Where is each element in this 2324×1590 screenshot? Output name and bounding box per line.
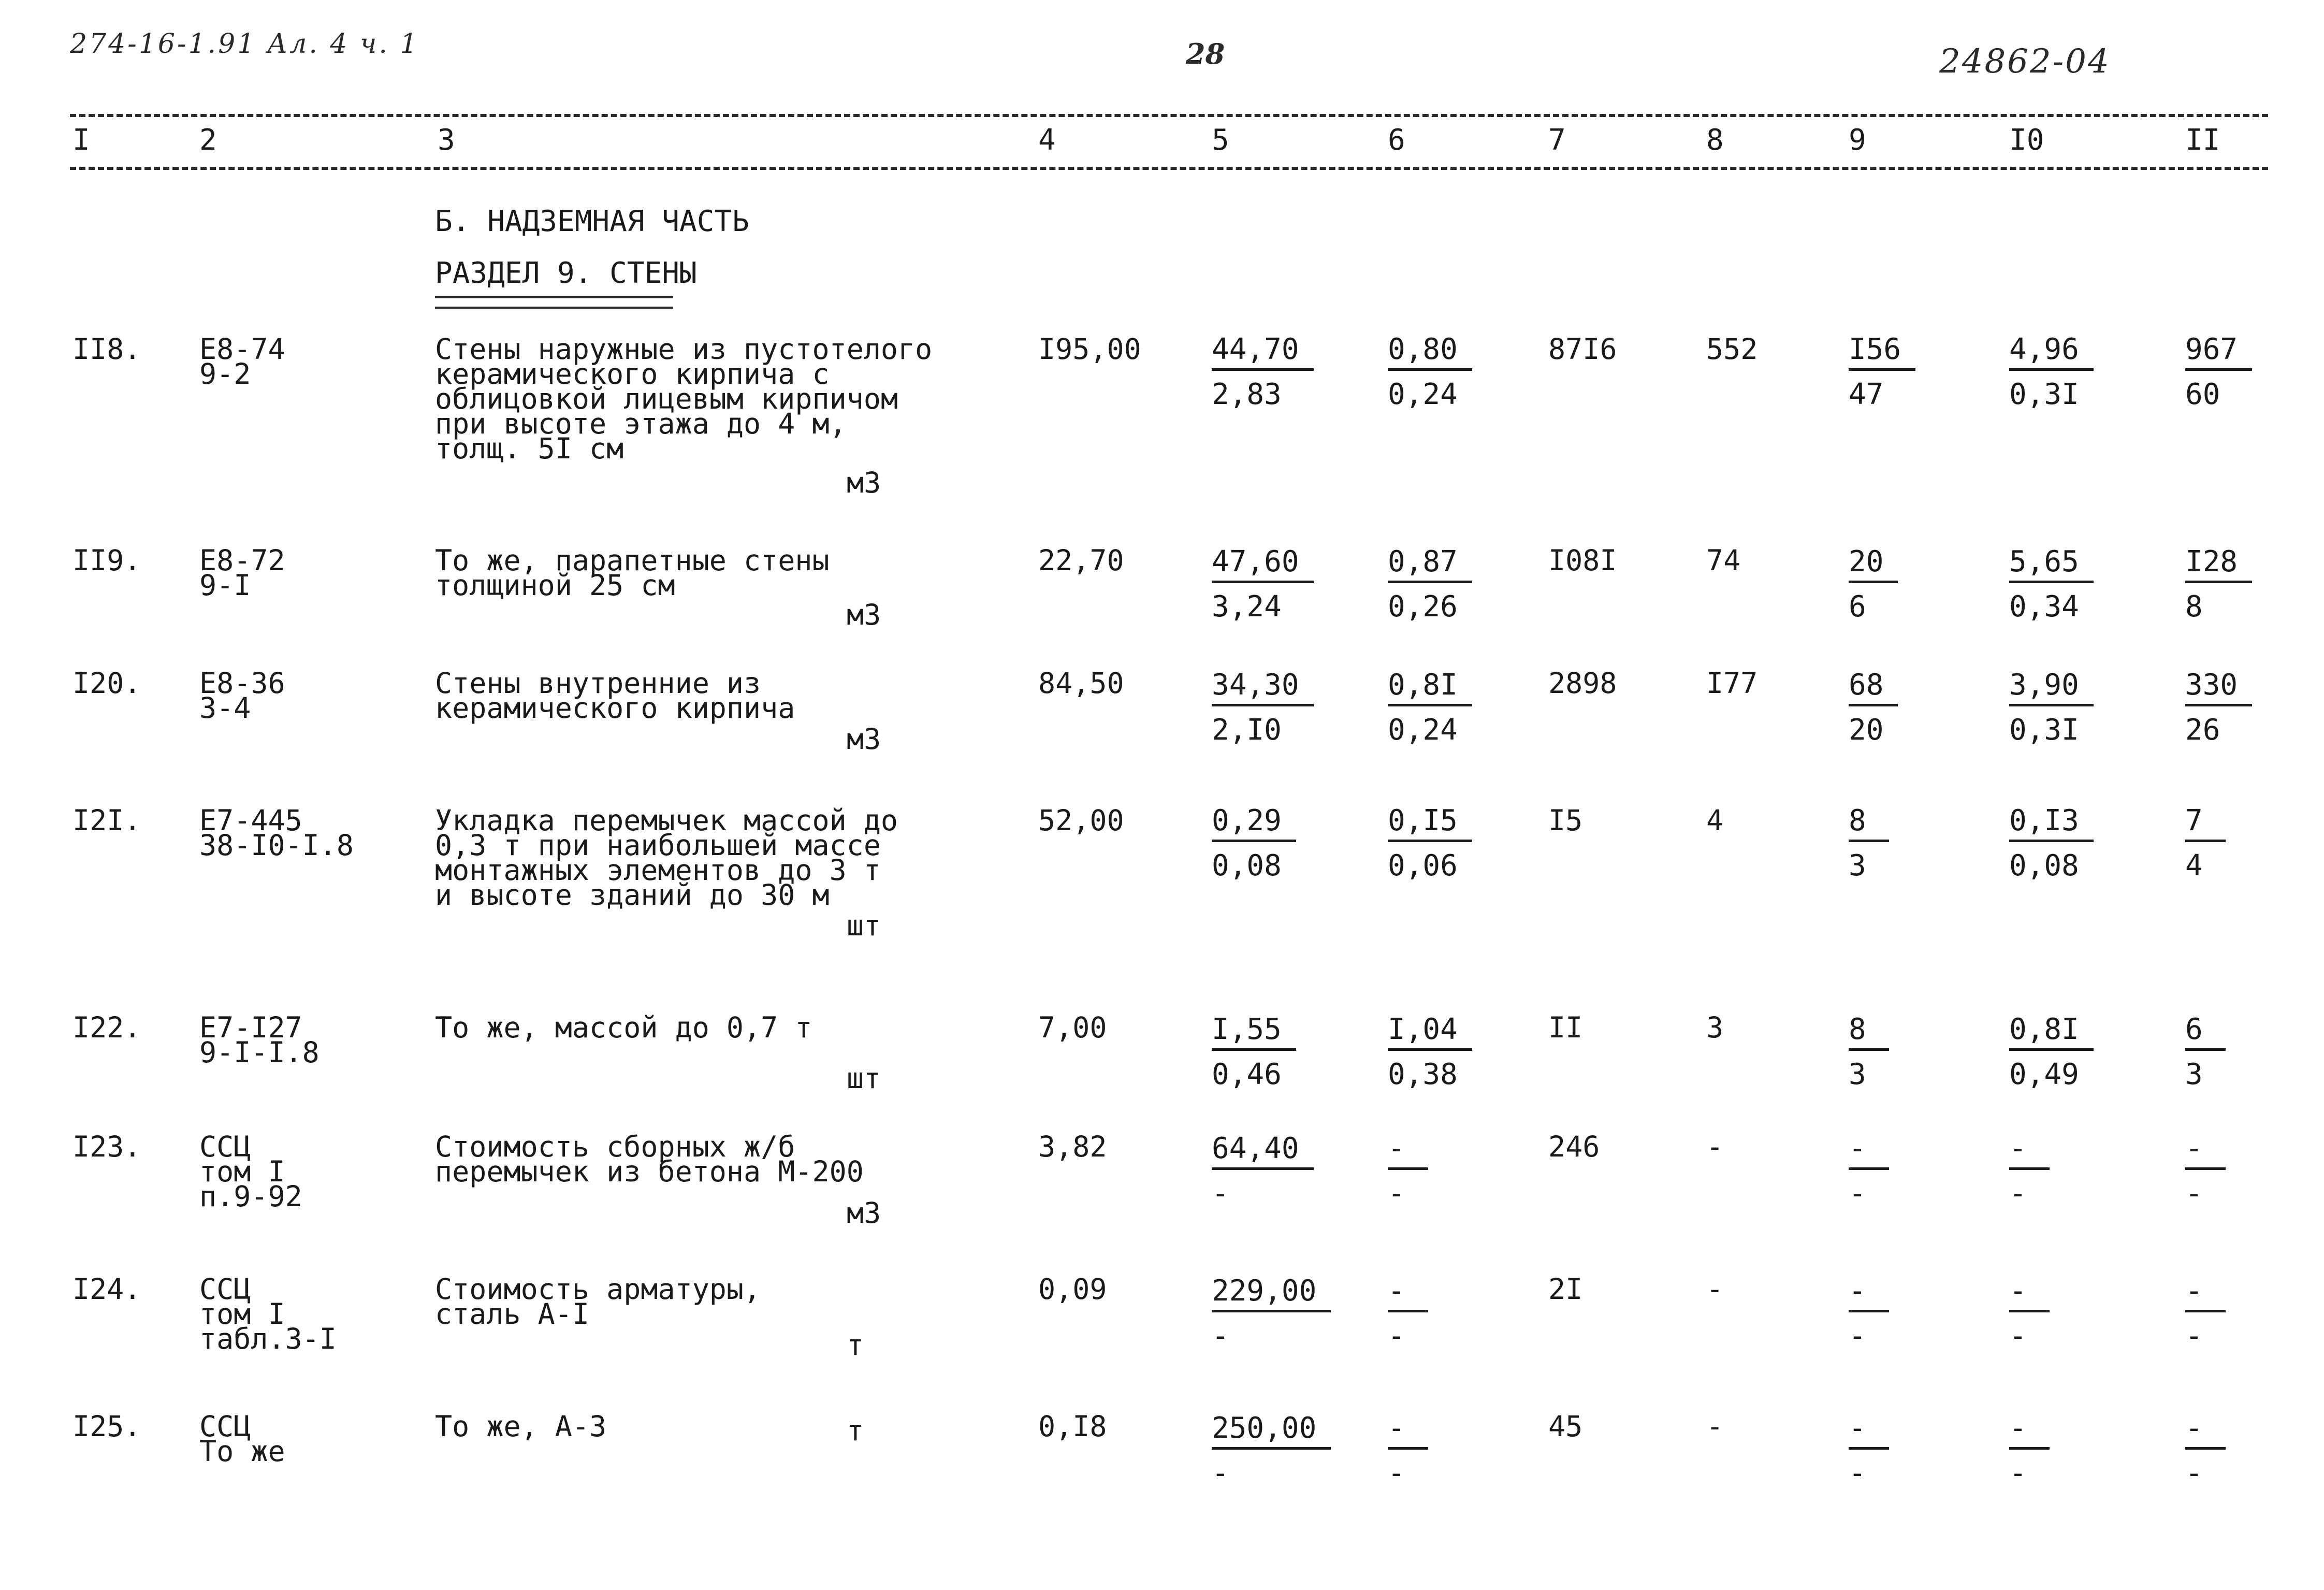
total-machine-fraction <box>1849 546 1898 623</box>
unit-cost-fraction <box>1212 1276 1331 1352</box>
header-dashed-line-bottom <box>70 167 2268 170</box>
norm-code: ССЦ То же <box>199 1410 285 1468</box>
total-machine: - <box>1849 1413 1889 1450</box>
unit-cost-fraction <box>1212 1133 1314 1209</box>
page-number: 28 <box>1186 37 1225 70</box>
total-machine-wages: 47 <box>1849 378 1884 411</box>
norm-code: Е7-I27 9-I-I.8 <box>199 1011 319 1069</box>
column-number-8: 8 <box>1706 123 1724 157</box>
labor-total: 7 <box>2185 805 2226 842</box>
total-cost: 2I <box>1548 1273 1583 1306</box>
total-machine-wages: 3 <box>1849 849 1866 883</box>
machine-wages: 0,06 <box>1388 849 1458 883</box>
labor-total: 330 <box>2185 670 2252 706</box>
labor-total-machinists: 3 <box>2185 1058 2203 1091</box>
unit-cost-total: 44,70 <box>1212 334 1314 371</box>
labor-unit: 4,96 <box>2009 334 2094 371</box>
labor-total: - <box>2185 1133 2226 1170</box>
labor-unit-machinists: 0,34 <box>2009 590 2079 624</box>
machine-wages: 0,26 <box>1388 590 1458 624</box>
total-wages: 552 <box>1706 333 1758 366</box>
labor-unit: 3,90 <box>2009 670 2094 706</box>
section-title: Б. НАДЗЕМНАЯ ЧАСТЬ <box>435 205 749 238</box>
total-machine-wages: - <box>1849 1456 1866 1490</box>
unit-cost-fraction <box>1212 805 1296 881</box>
unit-cost-fraction <box>1212 546 1314 623</box>
machine-wages: 0,38 <box>1388 1058 1458 1091</box>
quantity: 22,70 <box>1038 544 1124 577</box>
machine-wages: 0,24 <box>1388 378 1458 411</box>
labor-total-fraction <box>2185 1413 2226 1489</box>
total-machine-wages: 20 <box>1849 713 1884 747</box>
quantity: I95,00 <box>1038 333 1141 366</box>
unit-cost-wages: 0,08 <box>1212 849 1282 883</box>
machine-cost-fraction <box>1388 1413 1428 1489</box>
labor-unit-fraction <box>2009 1133 2050 1209</box>
total-machine-fraction <box>1849 1413 1889 1489</box>
unit-of-measure: м3 <box>847 722 881 756</box>
labor-total: 6 <box>2185 1014 2226 1051</box>
column-number-5: 5 <box>1212 123 1229 157</box>
row-number: II9. <box>72 544 141 577</box>
row-number: II8. <box>72 333 141 366</box>
labor-total-fraction <box>2185 1133 2226 1209</box>
unit-of-measure: м3 <box>847 598 881 631</box>
header-dashed-line-top <box>70 114 2268 117</box>
total-machine-fraction <box>1849 670 1898 746</box>
machine-cost-fraction <box>1388 670 1472 746</box>
column-number-2: 2 <box>199 123 217 157</box>
work-description: То же, парапетные стены толщиной 25 см <box>435 544 830 602</box>
unit-cost-wages: 2,I0 <box>1212 713 1282 747</box>
work-description: То же, массой до 0,7 т <box>435 1011 812 1044</box>
unit-cost-wages: - <box>1212 1177 1229 1210</box>
labor-unit-machinists: 0,3I <box>2009 378 2079 411</box>
total-cost: I5 <box>1548 804 1583 837</box>
machine-wages: - <box>1388 1177 1405 1210</box>
labor-unit-fraction <box>2009 546 2094 623</box>
labor-unit-fraction <box>2009 334 2094 410</box>
column-number-4: 4 <box>1038 123 1056 157</box>
unit-of-measure: м3 <box>847 1196 881 1230</box>
machine-cost: - <box>1388 1133 1428 1170</box>
unit-cost-total: 250,00 <box>1212 1413 1331 1450</box>
labor-total-machinists: - <box>2185 1177 2203 1210</box>
labor-total-machinists: 4 <box>2185 849 2203 883</box>
machine-cost: 0,8I <box>1388 670 1472 706</box>
total-machine-fraction <box>1849 1133 1889 1209</box>
labor-total-machinists: 60 <box>2185 378 2220 411</box>
machine-cost: I,04 <box>1388 1014 1472 1051</box>
norm-code: ССЦ том I табл.3-I <box>199 1273 337 1355</box>
unit-cost-total: 47,60 <box>1212 546 1314 583</box>
unit-cost-total: 34,30 <box>1212 670 1314 706</box>
labor-unit-machinists: - <box>2009 1456 2027 1490</box>
total-machine-fraction <box>1849 1276 1889 1352</box>
labor-unit: 5,65 <box>2009 546 2094 583</box>
quantity: 0,I8 <box>1038 1410 1107 1443</box>
labor-total-machinists: 26 <box>2185 713 2220 747</box>
total-machine-wages: 3 <box>1849 1058 1866 1091</box>
total-machine: 8 <box>1849 805 1889 842</box>
labor-unit: - <box>2009 1133 2050 1170</box>
quantity: 7,00 <box>1038 1011 1107 1044</box>
handwritten-document-number: 24862-04 <box>1939 42 2111 81</box>
total-machine-fraction <box>1849 334 1915 410</box>
labor-unit-fraction <box>2009 670 2094 746</box>
row-number: I25. <box>72 1410 141 1443</box>
handwritten-reference-left: 274-16-1.91 Ал. 4 ч. 1 <box>70 28 419 60</box>
labor-total-fraction <box>2185 1276 2226 1352</box>
labor-total-fraction <box>2185 1014 2226 1090</box>
unit-cost-total: 64,40 <box>1212 1133 1314 1170</box>
total-cost: 87I6 <box>1548 333 1617 366</box>
unit-cost-wages: - <box>1212 1319 1229 1353</box>
unit-cost-wages: 2,83 <box>1212 378 1282 411</box>
machine-cost: 0,80 <box>1388 334 1472 371</box>
norm-code: Е8-74 9-2 <box>199 333 285 391</box>
labor-total-fraction <box>2185 334 2252 410</box>
machine-cost: 0,I5 <box>1388 805 1472 842</box>
row-number: I24. <box>72 1273 141 1306</box>
unit-cost-fraction <box>1212 1413 1331 1489</box>
labor-unit-machinists: - <box>2009 1177 2027 1210</box>
labor-total: 967 <box>2185 334 2252 371</box>
quantity: 0,09 <box>1038 1273 1107 1306</box>
total-machine-fraction <box>1849 805 1889 881</box>
total-cost: 45 <box>1548 1410 1583 1443</box>
machine-cost-fraction <box>1388 1014 1472 1090</box>
column-number-6: 6 <box>1388 123 1405 157</box>
labor-unit-fraction <box>2009 1014 2094 1090</box>
total-machine: - <box>1849 1133 1889 1170</box>
machine-cost: - <box>1388 1276 1428 1312</box>
razdel-title-double-underline <box>435 296 673 309</box>
row-number: I2I. <box>72 804 141 837</box>
machine-cost-fraction <box>1388 546 1472 623</box>
total-wages: 3 <box>1706 1011 1724 1044</box>
unit-cost-wages: - <box>1212 1456 1229 1490</box>
machine-wages: - <box>1388 1319 1405 1353</box>
total-cost: I08I <box>1548 544 1617 577</box>
work-description: Укладка перемычек массой до 0,3 т при наибольшей массе монтажных элементов до 3 т и высоте зданий до 30 м <box>435 804 898 912</box>
total-cost: 246 <box>1548 1130 1600 1163</box>
column-number-10: I0 <box>2009 123 2044 157</box>
unit-cost-total: I,55 <box>1212 1014 1296 1051</box>
total-wages: 74 <box>1706 544 1741 577</box>
total-machine-wages: 6 <box>1849 590 1866 624</box>
labor-unit: 0,I3 <box>2009 805 2094 842</box>
machine-cost-fraction <box>1388 1276 1428 1352</box>
labor-total-fraction <box>2185 670 2252 746</box>
work-description: Стены наружные из пустотелого керамического кирпича с облицовкой лицевым кирпичом при высоте этажа до 4 м, толщ. 5I см <box>435 333 933 465</box>
total-cost: 2898 <box>1548 667 1617 700</box>
row-number: I20. <box>72 667 141 700</box>
quantity: 84,50 <box>1038 667 1124 700</box>
column-number-9: 9 <box>1849 123 1866 157</box>
total-wages: - <box>1706 1273 1724 1306</box>
row-number: I22. <box>72 1011 141 1044</box>
labor-unit-machinists: - <box>2009 1319 2027 1353</box>
unit-cost-fraction <box>1212 1014 1296 1090</box>
quantity: 3,82 <box>1038 1130 1107 1163</box>
work-description: То же, А-3 <box>435 1410 607 1443</box>
labor-unit: 0,8I <box>2009 1014 2094 1051</box>
column-number-3: 3 <box>438 123 455 157</box>
total-cost: II <box>1548 1011 1583 1044</box>
labor-unit-fraction <box>2009 1413 2050 1489</box>
labor-total-fraction <box>2185 805 2226 881</box>
total-machine: 8 <box>1849 1014 1889 1051</box>
unit-cost-fraction <box>1212 670 1314 746</box>
column-number-11: II <box>2185 123 2220 157</box>
total-machine: 20 <box>1849 546 1898 583</box>
labor-total: - <box>2185 1276 2226 1312</box>
total-wages: 4 <box>1706 804 1724 837</box>
unit-of-measure: т <box>847 1328 864 1362</box>
machine-cost: - <box>1388 1413 1428 1450</box>
machine-cost-fraction <box>1388 334 1472 410</box>
row-number: I23. <box>72 1130 141 1163</box>
machine-cost-fraction <box>1388 805 1472 881</box>
machine-cost: 0,87 <box>1388 546 1472 583</box>
labor-total-machinists: - <box>2185 1456 2203 1490</box>
unit-cost-fraction <box>1212 334 1314 410</box>
total-wages: - <box>1706 1410 1724 1443</box>
labor-unit: - <box>2009 1413 2050 1450</box>
unit-cost-wages: 0,46 <box>1212 1058 1282 1091</box>
labor-total: I28 <box>2185 546 2252 583</box>
unit-of-measure: шт <box>847 1062 881 1095</box>
razdel-title: РАЗДЕЛ 9. СТЕНЫ <box>435 256 697 290</box>
labor-total-machinists: - <box>2185 1319 2203 1353</box>
total-machine: - <box>1849 1276 1889 1312</box>
work-description: Стоимость арматуры, сталь А-I <box>435 1273 761 1331</box>
norm-code: ССЦ том I п.9-92 <box>199 1130 302 1213</box>
unit-cost-total: 229,00 <box>1212 1276 1331 1312</box>
total-machine-wages: - <box>1849 1177 1866 1210</box>
total-machine-wages: - <box>1849 1319 1866 1353</box>
labor-unit-machinists: 0,49 <box>2009 1058 2079 1091</box>
unit-of-measure: шт <box>847 909 881 942</box>
labor-total-machinists: 8 <box>2185 590 2203 624</box>
norm-code: Е8-36 3-4 <box>199 667 285 725</box>
total-wages: - <box>1706 1130 1724 1163</box>
unit-of-measure: т <box>847 1414 864 1447</box>
labor-total-fraction <box>2185 546 2252 623</box>
norm-code: Е8-72 9-I <box>199 544 285 602</box>
total-wages: I77 <box>1706 667 1758 700</box>
machine-wages: - <box>1388 1456 1405 1490</box>
labor-unit: - <box>2009 1276 2050 1312</box>
column-number-1: I <box>72 123 90 157</box>
norm-code: Е7-445 38-I0-I.8 <box>199 804 354 862</box>
unit-of-measure: м3 <box>847 466 881 499</box>
quantity: 52,00 <box>1038 804 1124 837</box>
total-machine-fraction <box>1849 1014 1889 1090</box>
work-description: Стоимость сборных ж/б перемычек из бетона М-200 <box>435 1130 864 1188</box>
unit-cost-total: 0,29 <box>1212 805 1296 842</box>
machine-cost-fraction <box>1388 1133 1428 1209</box>
labor-unit-fraction <box>2009 805 2094 881</box>
machine-wages: 0,24 <box>1388 713 1458 747</box>
total-machine: 68 <box>1849 670 1898 706</box>
labor-unit-fraction <box>2009 1276 2050 1352</box>
unit-cost-wages: 3,24 <box>1212 590 1282 624</box>
column-number-7: 7 <box>1548 123 1566 157</box>
labor-total: - <box>2185 1413 2226 1450</box>
total-machine: I56 <box>1849 334 1915 371</box>
work-description: Стены внутренние из керамического кирпича <box>435 667 795 725</box>
labor-unit-machinists: 0,3I <box>2009 713 2079 747</box>
labor-unit-machinists: 0,08 <box>2009 849 2079 883</box>
